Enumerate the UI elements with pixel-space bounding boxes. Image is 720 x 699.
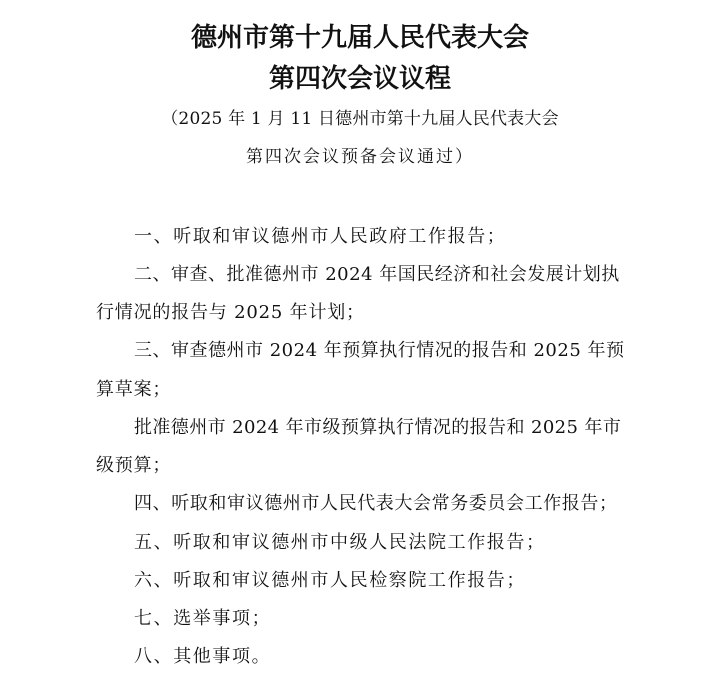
agenda-item-5: 五、听取和审议德州市中级人民法院工作报告； bbox=[134, 532, 546, 553]
document-title-line-2: 第四次会议议程 bbox=[268, 64, 451, 94]
agenda-item-3-continued: 算草案； bbox=[96, 379, 172, 400]
agenda-item-7: 七、选举事项； bbox=[134, 608, 272, 629]
agenda-item-3-approval-continued: 级预算； bbox=[96, 455, 172, 476]
agenda-item-6: 六、听取和审议德州市人民检察院工作报告； bbox=[134, 570, 526, 591]
agenda-item-3: 三、审查德州市 2024 年预算执行情况的报告和 2025 年预 bbox=[134, 340, 625, 361]
agenda-item-4: 四、听取和审议德州市人民代表大会常务委员会工作报告； bbox=[134, 493, 618, 514]
agenda-item-2-continued: 行情况的报告与 2025 年计划； bbox=[96, 302, 365, 323]
agenda-item-2: 二、审查、批准德州市 2024 年国民经济和社会发展计划执 bbox=[134, 264, 620, 285]
document-subtitle-line-2: 第四次会议预备会议通过） bbox=[246, 147, 474, 167]
document-title-line-1: 德州市第十九届人民代表大会 bbox=[190, 23, 529, 53]
agenda-item-8: 八、其他事项。 bbox=[134, 646, 272, 667]
document-subtitle-line-1: （2025 年 1 月 11 日德州市第十九届人民代表大会 bbox=[161, 109, 559, 129]
agenda-item-3-approval: 批准德州市 2024 年市级预算执行情况的报告和 2025 年市 bbox=[134, 417, 622, 438]
agenda-item-1: 一、听取和审议德州市人民政府工作报告； bbox=[134, 226, 507, 247]
